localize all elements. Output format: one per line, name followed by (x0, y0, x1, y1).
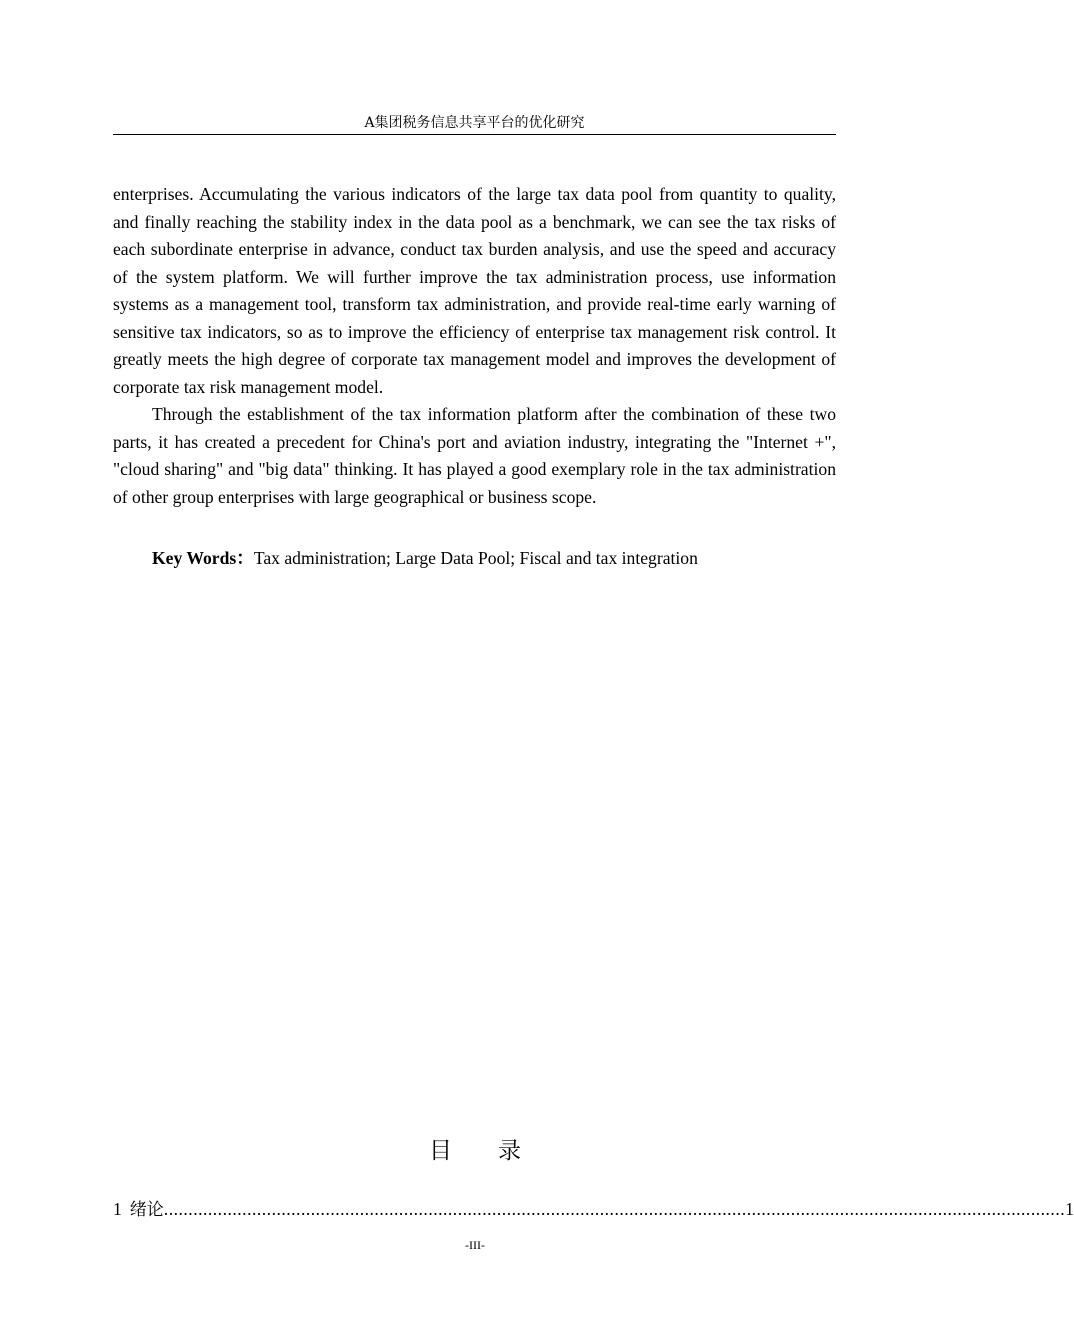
page-number: -III- (465, 1238, 485, 1252)
abstract-paragraph: Through the establishment of the tax information platform after the combination of these two parts, it has created a precedent for China's port and aviation industry, integrating the "Internet +", "cloud sharing" and "big data" thinking. It has played a good exemplary role in the tax administration of other group enterprises with large geographical or business scope. (113, 404, 836, 507)
toc-title (0, 1134, 950, 1168)
keywords-value: Tax administration; Large Data Pool; Fiscal and tax integration (253, 548, 698, 568)
running-header: A集团税务信息共享平台的优化研究 (113, 113, 836, 135)
toc-entry-title: 绪论 (129, 1200, 164, 1220)
abstract-paragraph: enterprises. Accumulating the various indicators of the large tax data pool from quantity to quality, and finally reaching the stability index in the data pool as a benchmark, we can see the tax risks of each subordinate enterprise in advance, conduct tax burden analysis, and use the speed and accuracy of the system platform. We will further improve the tax administration process, use information systems as a management tool, transform tax administration, and provide real-time early warning of sensitive tax indicators, so as to improve the efficiency of enterprise tax management risk control. It greatly meets the high degree of corporate tax management model and improves the development of corporate tax risk management model. (113, 184, 836, 397)
toc-title-char: 录 (498, 1138, 521, 1164)
toc-entry-number: 1 (113, 1199, 122, 1219)
keywords-label: Key Words： (152, 548, 254, 568)
toc-entry-leader: ........................................................................................................................................................................................ (163, 1199, 1066, 1219)
abstract-body (113, 181, 836, 511)
toc-entry[interactable] (113, 1196, 1074, 1222)
toc-entry-page: 1 (1065, 1199, 1074, 1219)
toc-title-char: 目 (429, 1138, 452, 1164)
keywords-line (152, 545, 836, 572)
